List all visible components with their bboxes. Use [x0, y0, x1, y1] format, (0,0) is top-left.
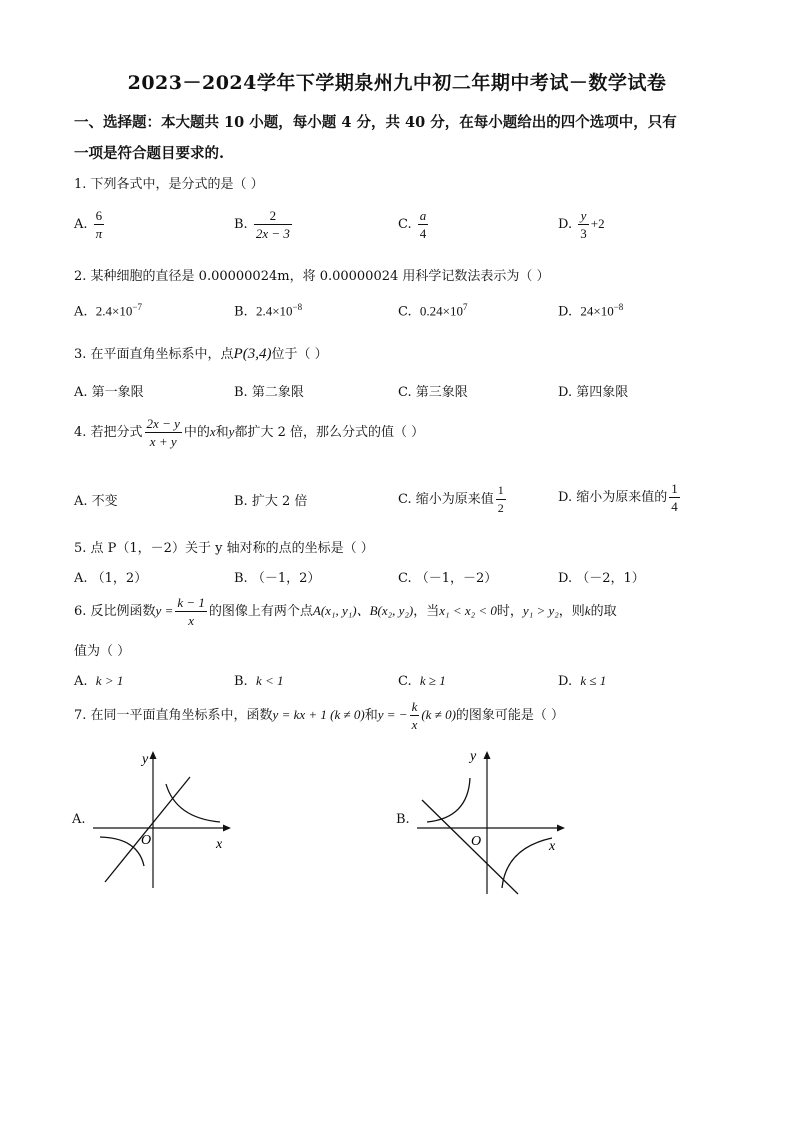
y-axis-arrow-icon: [150, 751, 157, 759]
fraction: $\frac{k - 1}{x}$: [177, 595, 205, 628]
option-label: C.: [398, 217, 412, 232]
q2-option-b[interactable]: B. $2.4\times 10^{-8}$: [234, 302, 303, 320]
fraction: $\frac{k}{x}$: [411, 699, 418, 732]
section-header-line2: 一项是符合题目要求的.: [74, 145, 225, 162]
q6-option-d[interactable]: D. k ≤ 1: [558, 673, 607, 689]
origin-label: O: [471, 834, 482, 849]
x-axis-label: x: [549, 839, 556, 854]
q1-option-c[interactable]: [398, 207, 430, 242]
y-axis-label: y: [142, 752, 149, 767]
q3-option-c[interactable]: C. 第三象限: [398, 385, 468, 400]
option-label: B.: [234, 217, 248, 232]
question-4-stem: 4. 若把分式 $\frac{2x - y}{x + y}$ 中的x和y都扩大 2 倍，那么分式的值（ ）: [74, 416, 425, 449]
fraction: $\frac{2}{2x - 3}$: [255, 208, 290, 241]
question-6-stem: 6. 反比例函数y = $\frac{k - 1}{x}$ 的图像上有两个点A(x₁, y₁)、B(x₂, y₂)，当x₁ < x₂ < 0时，y₁ > y₂，则k的取: [74, 595, 617, 628]
q2-option-c[interactable]: C. $0.24\times 10^7$: [398, 302, 468, 320]
question-1-stem: 1. 下列各式中，是分式的是（ ）: [74, 177, 264, 192]
fraction: $\frac{6}{\pi}$: [95, 208, 103, 241]
question-5-stem: 5. 点 P（1，－2）关于 y 轴对称的点的坐标是（ ）: [74, 541, 374, 556]
question-7-stem: 7. 在同一平面直角坐标系中，函数y = kx + 1 (k ≠ 0)和y = − $\frac{k}{x}$ (k ≠ 0)的图象可能是（ ）: [74, 699, 565, 732]
q1-option-d[interactable]: D. $\frac{y}{3}$ +2: [558, 208, 605, 241]
page-title: 2023－2024学年下学期泉州九中初二年期中考试－数学试卷: [127, 72, 667, 94]
question-6-stem-line2: 值为（ ）: [74, 644, 131, 659]
fraction: $\frac{a}{4}$: [419, 208, 427, 241]
q3-option-b[interactable]: B. 第二象限: [234, 385, 304, 400]
hyperbola-branch-q2: [427, 778, 470, 822]
origin-label: O: [141, 833, 152, 848]
fraction: $\frac{2x - y}{x + y}$: [146, 416, 180, 449]
q2-option-d[interactable]: D. $24\times 10^{-8}$: [558, 302, 624, 320]
x-axis-label: x: [216, 837, 223, 852]
q7-graph-b[interactable]: [412, 742, 572, 902]
question-2-stem: 2. 某种细胞的直径是 0.00000024m，将 0.00000024 用科学记数法表示为（ ）: [74, 269, 550, 284]
q2-option-a[interactable]: A. $2.4\times 10^{-7}$: [74, 302, 142, 320]
q5-option-d[interactable]: D. （－2，1）: [558, 571, 645, 586]
q7-option-b-label[interactable]: B.: [396, 812, 410, 827]
option-label: D.: [558, 217, 573, 232]
q3-option-d[interactable]: D. 第四象限: [558, 385, 629, 400]
q5-option-a[interactable]: A. （1，2）: [74, 571, 148, 586]
q1-option-b[interactable]: [234, 207, 294, 242]
q4-option-a[interactable]: A. 不变: [74, 494, 118, 509]
q7-option-a-label[interactable]: A.: [72, 812, 86, 827]
fraction: $\frac{1}{4}$: [671, 481, 678, 514]
fraction: $\frac{y}{3}$: [580, 208, 587, 241]
line-graph: [105, 777, 190, 882]
q6-option-b[interactable]: B. k < 1: [234, 673, 284, 689]
y-axis-label: y: [470, 749, 477, 764]
q1-option-a[interactable]: [74, 207, 106, 242]
q3-option-a[interactable]: A. 第一象限: [74, 385, 144, 400]
x-axis-arrow-icon: [223, 825, 231, 832]
hyperbola-branch-q4: [502, 838, 552, 888]
q7-graph-a[interactable]: [88, 742, 238, 892]
q6-option-a[interactable]: A. k > 1: [74, 673, 124, 689]
section-header-line1: 一、选择题：本大题共 10 小题，每小题 4 分，共 40 分，在每小题给出的四个选项中，只有: [74, 114, 677, 131]
question-3-stem: 3. 在平面直角坐标系中，点P(3,4)位于（ ）: [74, 346, 328, 362]
q5-option-c[interactable]: C. （－1，－2）: [398, 571, 498, 586]
fraction: $\frac{1}{2}$: [497, 483, 504, 515]
x-axis-arrow-icon: [557, 825, 565, 832]
q4-option-c[interactable]: C. 缩小为原来值 $\frac{1}{2}$: [398, 483, 504, 515]
q5-option-b[interactable]: B. （－1，2）: [234, 571, 321, 586]
q4-option-d[interactable]: D. 缩小为原来值的 $\frac{1}{4}$: [558, 481, 678, 514]
hyperbola-branch-q1: [166, 784, 220, 822]
y-axis-arrow-icon: [484, 751, 491, 759]
q6-option-c[interactable]: C. k ≥ 1: [398, 673, 446, 689]
option-label: A.: [74, 217, 88, 232]
q4-option-b[interactable]: B. 扩大 2 倍: [234, 494, 308, 509]
